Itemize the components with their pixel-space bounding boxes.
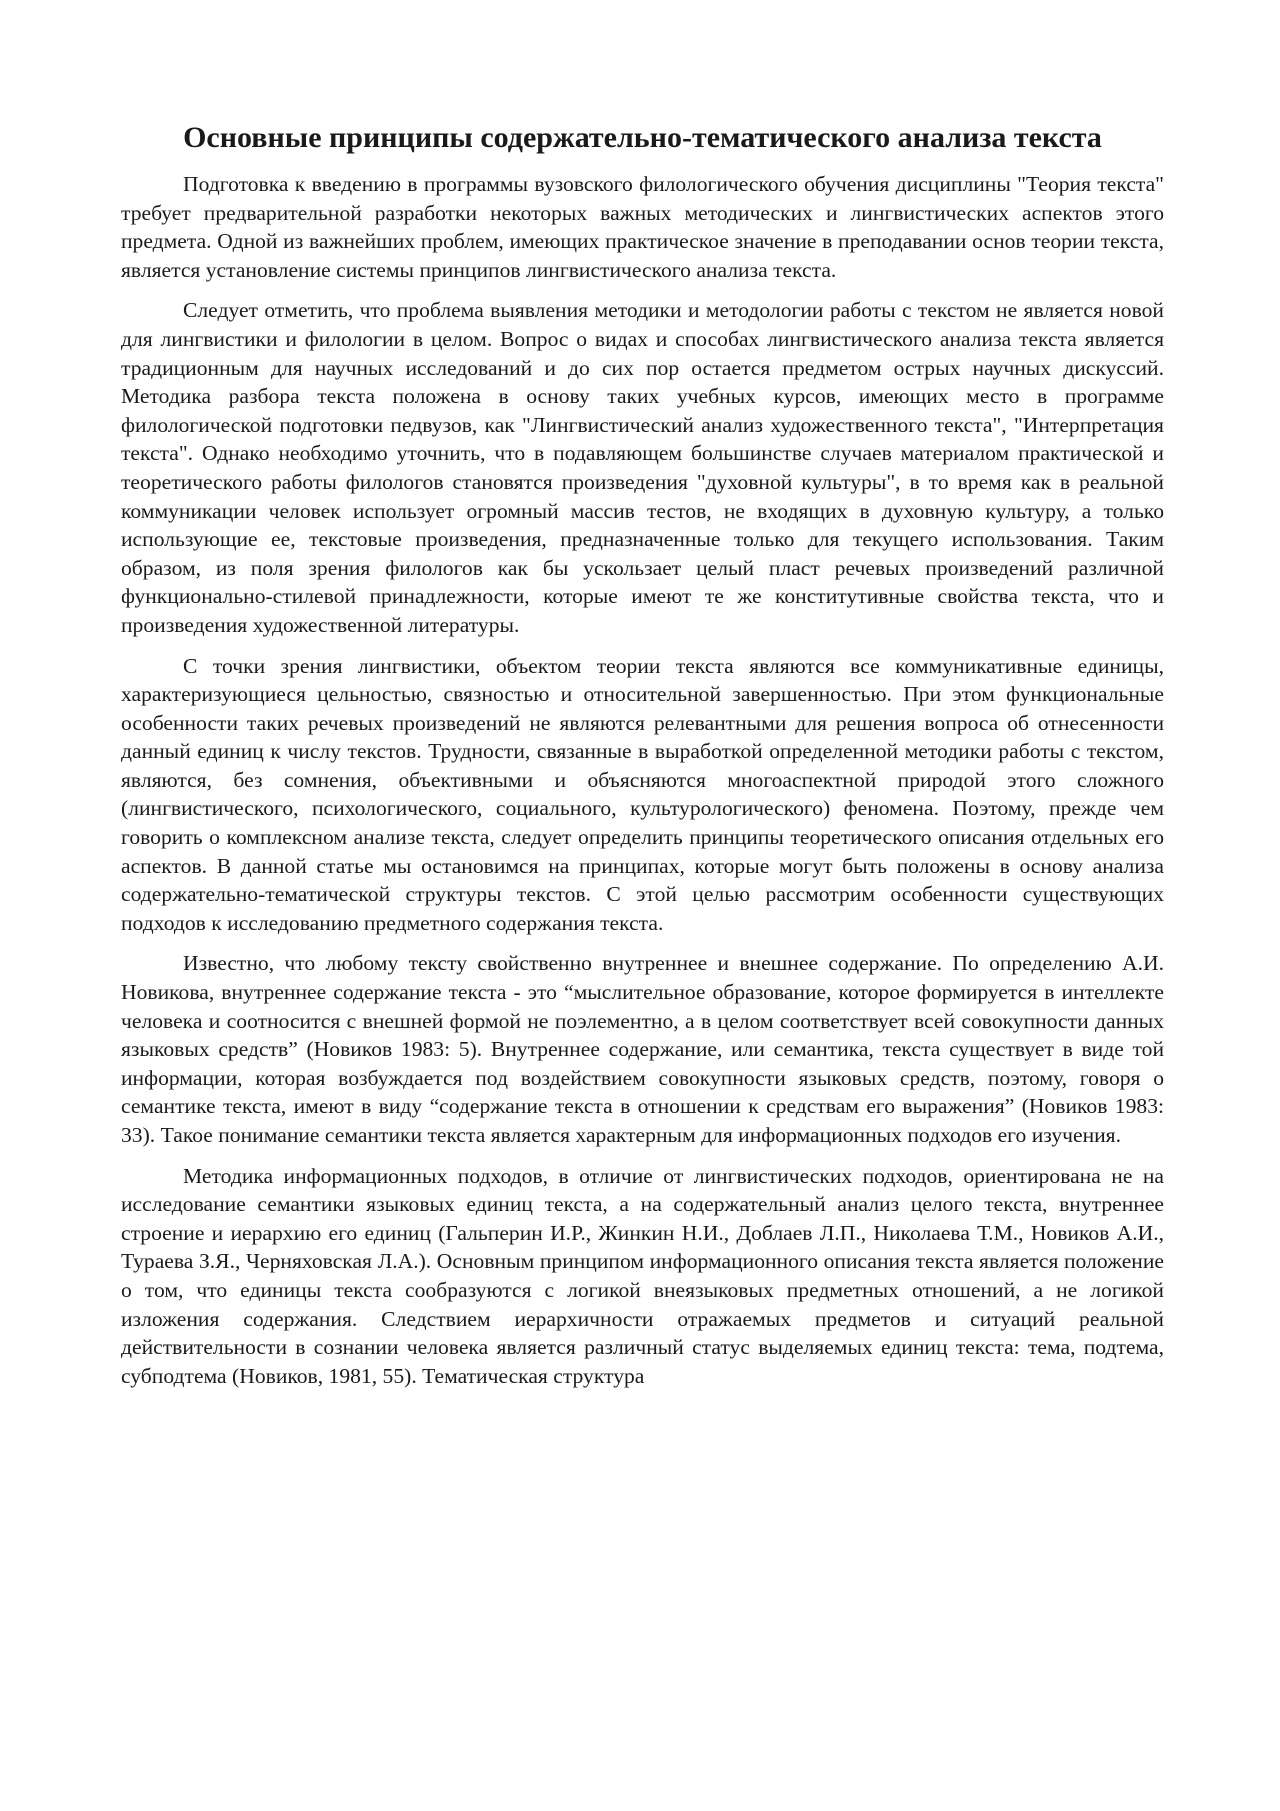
- document-title: Основные принципы содержательно-тематического анализа текста: [183, 121, 1102, 154]
- paragraph-1: Подготовка к введению в программы вузовского филологического обучения дисциплины "Теория текста" требует предварительной разработки некоторых важных методических и лингвистических аспектов этого предмета. Одной из важнейших проблем, имеющих практическое значение в преподавании основ теории текста, является установление системы принципов лингвистического анализа текста.: [121, 172, 1164, 282]
- paragraph-3: С точки зрения лингвистики, объектом теории текста являются все коммуникативные единицы, характеризующиеся цельностью, связностью и относительной завершенностью. При этом функциональные особенности таких речевых произведений не являются релевантными для решения вопроса об отнесенности данный единиц к числу текстов. Трудности, связанные в выработкой определенной методики работы с текстом, являются, без сомнения, объективными и объясняются многоаспектной природой этого сложного (лингвистического, психологического, социального, культурологического) феномена. Поэтому, прежде чем говорить о комплексном анализе текста, следует определить принципы теоретического описания отдельных его аспектов. В данной статье мы остановимся на принципах, которые могут быть положены в основу анализа содержательно-тематической структуры текстов. С этой целью рассмотрим особенности существующих подходов к исследованию предметного содержания текста.: [121, 653, 1164, 935]
- paragraph-4: Известно, что любому тексту свойственно внутреннее и внешнее содержание. По определению А.И. Новикова, внутреннее содержание текста - это “мыслительное образование, которое формируется в интеллекте человека и соотносится с внешней формой не поэлементно, а в целом соответствует всей совокупности данных языковых средств” (Новиков 1983: 5). Внутреннее содержание, или семантика, текста существует в виде той информации, которая возбуждается под воздействием совокупности языковых средств, поэтому, говоря о семантике текста, имеют в виду “содержание текста в отношении к средствам его выражения” (Новиков 1983: 33). Такое понимание семантики текста является характерным для информационных подходов его изучения.: [121, 951, 1164, 1147]
- paragraph-2: Следует отметить, что проблема выявления методики и методологии работы с текстом не является новой для лингвистики и филологии в целом. Вопрос о видах и способах лингвистического анализа текста является традиционным для научных исследований и до сих пор остается предметом острых научных дискуссий. Методика разбора текста положена в основу таких учебных курсов, имеющих место в программе филологической подготовки педвузов, как "Лингвистический анализ художественного текста", "Интерпретация текста". Однако необходимо уточнить, что в подавляющем большинстве случаев материалом практической и теоретического работы филологов становятся произведения "духовной культуры", в то время как в реальной коммуникации человек использует огромный массив тестов, не входящих в духовную культуру, а только использующие ее, текстовые произведения, предназначенные только для текущего использования. Таким образом, из поля зрения филологов как бы ускользает целый пласт речевых произведений различной функционально-стилевой принадлежности, которые имеют те же конститутивные свойства текста, что и произведения художественной литературы.: [121, 298, 1164, 637]
- document-page: [121, 120, 1164, 1402]
- paragraph-5: Методика информационных подходов, в отличие от лингвистических подходов, ориентирована не на исследование семантики языковых единиц текста, а на содержательный анализ целого текста, внутреннее строение и иерархию его единиц (Гальперин И.Р., Жинкин Н.И., Доблаев Л.П., Николаева Т.М., Новиков А.И., Тураева З.Я., Черняховская Л.А.). Основным принципом информационного описания текста является положение о том, что единицы текста сообразуются с логикой внеязыковых предметных отношений, а не логикой изложения содержания. Следствием иерархичности отражаемых предметов и ситуаций реальной действительности в сознании человека является различный статус выделяемых единиц текста: тема, подтема, субподтема (Новиков, 1981, 55). Тематическая структура: [121, 1163, 1164, 1388]
